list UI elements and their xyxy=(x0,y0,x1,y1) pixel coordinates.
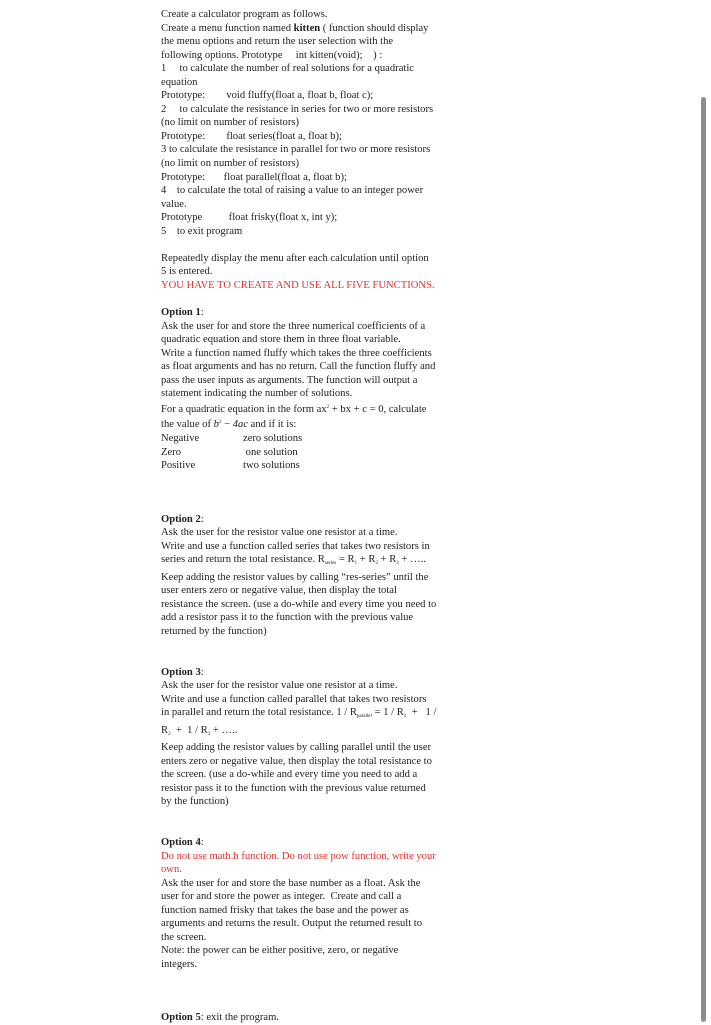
parallel-formula-cont: $R_2 + 1 / R_3$ + ….. xyxy=(161,724,238,737)
option-4-line: the screen. xyxy=(161,931,207,943)
option-3-line: the screen. (use a do-while and every time you need to add a xyxy=(161,769,418,781)
parallel-formula: in parallel and return the total resistance. $1 / R_{parallel} = 1 / R_1 + 1$ / xyxy=(161,707,437,720)
option-4-line: function named frisky that takes the base and the power as xyxy=(161,904,409,916)
option-4-heading: Option 4: xyxy=(161,836,204,848)
requirement-notice: YOU HAVE TO CREATE AND USE ALL FIVE FUNCTIONS. xyxy=(161,279,435,291)
option-4-warning-cont: own. xyxy=(161,864,182,876)
option-3-line: by the function) xyxy=(161,796,229,808)
discriminant-line: the value of $b^2 - 4ac$ and if it is: xyxy=(161,419,297,431)
menu-option-4-cont: value. xyxy=(161,198,187,210)
option-2-line: Keep adding the resistor values by calling “res-series” until the xyxy=(161,571,429,583)
option-4-line: user for and store the power as integer. Create and call a xyxy=(161,891,402,903)
option-1-line: statement indicating the number of solutions. xyxy=(161,388,353,400)
vertical-scrollbar[interactable] xyxy=(701,97,706,1022)
option-3-line: Ask the user for the resistor value one resistor at a time. xyxy=(161,680,398,692)
intro-line: following options. Prototype int kitten(void); ) : xyxy=(161,49,383,61)
option-2-line: Write and use a function called series that takes two resistors in xyxy=(161,540,430,552)
menu-option-5: 5 to exit program xyxy=(161,225,243,237)
option-2-line: add a resistor pass it to the function with the previous value xyxy=(161,612,414,624)
option-1-line: pass the user inputs as arguments. The function will output a xyxy=(161,374,418,386)
option-2-line: Ask the user for the resistor value one resistor at a time. xyxy=(161,527,398,539)
prototype-fluffy: Prototype: void fluffy(float a, float b, float c); xyxy=(161,90,374,102)
prototype-frisky: Prototype float frisky(float x, int y); xyxy=(161,212,338,224)
option-3-line: Write and use a function called parallel that takes two resistors xyxy=(161,693,427,705)
menu-option-2: 2 to calculate the resistance in series for two or more resistors xyxy=(161,103,434,115)
menu-option-4: 4 to calculate the total of raising a value to an integer power xyxy=(161,185,424,197)
option-1-heading: Option 1: xyxy=(161,307,204,319)
option-3-heading: Option 3: xyxy=(161,666,204,678)
option-4-line: integers. xyxy=(161,958,198,970)
option-3-line: resistor pass it to the function with the previous value returned xyxy=(161,782,426,794)
repeat-instruction-cont: 5 is entered. xyxy=(161,266,213,278)
intro-line: Create a calculator program as follows. xyxy=(161,9,328,20)
quadratic-form: For a quadratic equation in the form $ax^2$ + bx + c = 0, calculate xyxy=(161,403,427,415)
prototype-series: Prototype: float series(float a, float b); xyxy=(161,130,342,142)
series-formula: series and return the total resistance. $R_{series} = R_1 + R_2 + R_3$ + ….. xyxy=(161,554,426,567)
option-4-warning: Do not use math.h function. Do not use pow function, write your xyxy=(161,850,436,862)
option-4-line: arguments and returns the result. Output the returned result to xyxy=(161,918,423,930)
repeat-instruction: Repeatedly display the menu after each calculation until option xyxy=(161,252,429,264)
option-2-line: returned by the function) xyxy=(161,625,267,637)
option-1-line: as float arguments and has no return. Call the function fluffy and xyxy=(161,361,436,373)
option-3-line: Keep adding the resistor values by calling parallel until the user xyxy=(161,742,432,754)
option-1-line: Write a function named fluffy which takes the three coefficients xyxy=(161,347,432,359)
option-1-line: Ask the user for and store the three numerical coefficients of a xyxy=(161,320,426,332)
option-2-line: resistance the screen. (use a do-while and every time you need to xyxy=(161,598,437,610)
menu-option-3-cont: (no limit on number of resistors) xyxy=(161,158,299,170)
assignment-document xyxy=(161,8,477,1025)
menu-option-3: 3 to calculate the resistance in parallel for two or more resistors xyxy=(161,144,431,156)
kitten-name: kitten xyxy=(293,22,321,34)
menu-option-2-cont: (no limit on number of resistors) xyxy=(161,117,299,129)
option-5-line: Option 5: exit the program. xyxy=(161,1012,280,1024)
option-4-line: Note: the power can be either positive, zero, or negative xyxy=(161,945,399,957)
intro-line: the menu options and return the user selection with the xyxy=(161,36,394,48)
prototype-parallel: Prototype: float parallel(float a, float b); xyxy=(161,171,347,183)
intro-line: Create a menu function named kitten ( function should display xyxy=(161,22,429,34)
option-4-line: Ask the user for and store the base number as a float. Ask the xyxy=(161,877,421,889)
solution-row: Negative zero solutions xyxy=(161,432,303,444)
option-1-line: quadratic equation and store them in three float variable. xyxy=(161,334,401,346)
option-2-heading: Option 2: xyxy=(161,513,204,525)
solution-row: Positive two solutions xyxy=(161,460,300,472)
option-2-line: user enters zero or negative value, then display the total xyxy=(161,585,397,597)
menu-option-1-cont: equation xyxy=(161,76,198,88)
menu-option-1: 1 to calculate the number of real solutions for a quadratic xyxy=(161,63,414,75)
solution-row: Zero one solution xyxy=(161,446,298,458)
option-3-line: enters zero or negative value, then display the total resistance to xyxy=(161,755,432,767)
